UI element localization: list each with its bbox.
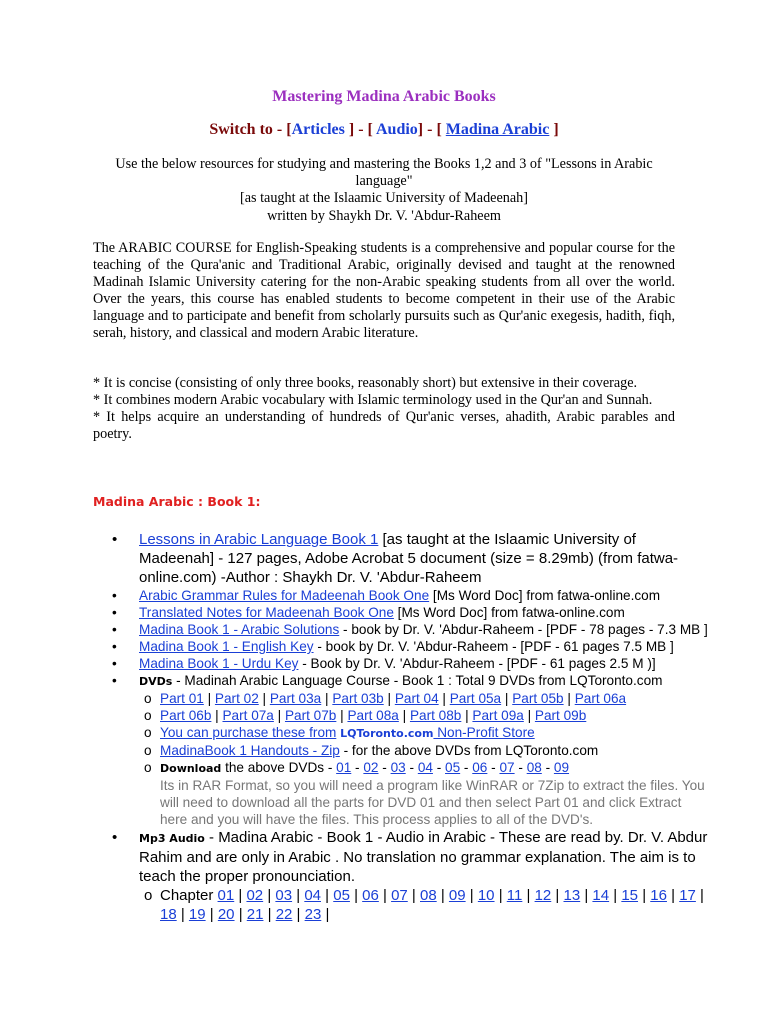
download-dvd-link[interactable]: 05 xyxy=(445,760,461,775)
section-heading: Madina Arabic : Book 1: xyxy=(93,494,261,509)
chapter-link[interactable]: 10 xyxy=(477,887,495,904)
dvd-part-link[interactable]: Part 07b xyxy=(284,708,337,723)
chapter-link[interactable]: 12 xyxy=(534,887,552,904)
intro-block xyxy=(100,156,668,225)
chapters-row: o Chapter 01 | 02 | 03 | 04 | 05 | 06 | 07 | 08 | 09 | 10 | 11 | 12 | 13 | 14 | 15 | 16 | 17 | 18 | 19 | 20 | 21 | 22 | 23 | xyxy=(144,887,704,923)
download-dvd-link[interactable]: 03 xyxy=(390,760,406,775)
bullet-icon: • xyxy=(112,622,117,637)
chapter-link[interactable]: 17 xyxy=(679,887,696,904)
resource-list xyxy=(112,530,712,924)
chapter-link[interactable]: 02 xyxy=(246,887,264,904)
bullet-icon: • xyxy=(112,639,117,654)
dvd-part-link[interactable]: Part 09b xyxy=(534,708,587,723)
download-dvd-link[interactable]: 04 xyxy=(417,760,433,775)
chapter-link[interactable]: 16 xyxy=(650,887,667,904)
download-label: Download xyxy=(160,762,222,775)
lqtoronto-label: LQToronto.com xyxy=(340,727,434,740)
chapter-link[interactable]: 01 xyxy=(217,887,235,904)
list-item-grammar xyxy=(112,587,712,604)
circle-bullet-icon: o xyxy=(144,743,152,758)
dvds-text: - Madinah Arabic Language Course - Book 1 : Total 9 DVDs from LQToronto.com xyxy=(172,673,663,688)
switch-nav xyxy=(0,121,768,139)
purchase-row xyxy=(112,724,712,742)
chapter-label: Chapter xyxy=(160,887,218,904)
arabic-solutions-link[interactable]: Madina Book 1 - Arabic Solutions xyxy=(139,622,340,637)
chapter-link[interactable]: 23 xyxy=(304,906,322,923)
course-description: The ARABIC COURSE for English-Speaking students is a comprehensive and popular course for the teaching of the Qura'anic and Traditional Arabic, originally devised and taught at the renowned Madinah Islamic University catering for the non-Arabic speaking students from all over the world. Over the years, this course has enabled students to become competent in their use of the Arabic language and to participate and benefit from scholarly pursuits such as Qur'anic exegesis, hadith, fiqh, serah, history, and classical and modern Arabic literature. xyxy=(93,240,675,341)
chapter-link[interactable]: 15 xyxy=(621,887,639,904)
download-dvd-link[interactable]: 06 xyxy=(472,760,488,775)
grammar-text: [Ms Word Doc] from fatwa-online.com xyxy=(429,588,661,603)
dvd-part-link[interactable]: Part 04 xyxy=(394,691,439,706)
handouts-text: - for the above DVDs from LQToronto.com xyxy=(339,743,599,758)
english-key-link[interactable]: Madina Book 1 - English Key xyxy=(139,639,314,654)
feature-item: * It combines modern Arabic vocabulary with Islamic terminology used in the Qur'an and Sunnah. xyxy=(93,392,653,408)
translated-notes-link[interactable]: Translated Notes for Madeenah Book One xyxy=(139,605,394,620)
dvd-part-link[interactable]: Part 03b xyxy=(332,691,384,706)
non-profit-store-link[interactable]: Non-Profit Store xyxy=(433,725,535,740)
download-dvd-link[interactable]: 01 xyxy=(336,760,352,775)
dvd-part-link[interactable]: Part 03a xyxy=(269,691,322,706)
list-item-mp3 xyxy=(112,828,712,886)
dvd-part-link[interactable]: Part 05b xyxy=(512,691,564,706)
list-item-notes xyxy=(112,604,712,621)
rar-note: Its in RAR Format, so you will need a program like WinRAR or 7Zip to extract the files. You will need to download all the parts for DVD 01 and then select Part 01 and click Extract here and you will have the files. This process applies to all of the DVD's. xyxy=(160,778,705,827)
dvd-part-link[interactable]: Part 01 xyxy=(160,691,204,706)
chapter-link[interactable]: 14 xyxy=(592,887,610,904)
chapter-link[interactable]: 22 xyxy=(275,906,293,923)
download-text: the above DVDs - xyxy=(221,760,337,775)
feature-list xyxy=(93,375,675,443)
dvd-part-link[interactable]: Part 09a xyxy=(472,708,524,723)
switch-prefix: Switch to - [ xyxy=(209,121,292,138)
chapter-link[interactable]: 08 xyxy=(420,887,437,904)
intro-line-3: written by Shaykh Dr. V. 'Abdur-Raheem xyxy=(267,207,501,224)
list-item-solutions xyxy=(112,621,712,638)
chapter-link[interactable]: 07 xyxy=(391,887,408,904)
switch-suffix: ] xyxy=(549,121,559,138)
download-row: o Download the above DVDs - 01 - 02 - 03 - 04 - 05 - 06 - 07 - 08 - 09 xyxy=(144,760,570,775)
circle-bullet-icon: o xyxy=(144,691,152,706)
list-item-dvds xyxy=(112,672,712,690)
grammar-rules-link[interactable]: Arabic Grammar Rules for Madeenah Book One xyxy=(139,588,430,603)
circle-bullet-icon: o xyxy=(144,760,152,775)
list-item-english-key xyxy=(112,638,712,655)
lessons-book-link[interactable]: Lessons in Arabic Language Book 1 xyxy=(139,531,379,548)
intro-line-1: Use the below resources for studying and mastering the Books 1,2 and 3 of "Lessons in Arabic language" xyxy=(115,156,653,190)
circle-bullet-icon: o xyxy=(144,708,152,723)
download-dvd-link[interactable]: 08 xyxy=(526,760,542,775)
download-dvd-link[interactable]: 02 xyxy=(363,760,379,775)
bullet-icon: • xyxy=(112,531,118,548)
chapter-link[interactable]: 18 xyxy=(160,906,177,923)
bullet-icon: • xyxy=(112,588,117,603)
chapter-link[interactable]: 05 xyxy=(333,887,350,904)
urdu-key-text: - Book by Dr. V. 'Abdur-Raheem - [PDF - 61 pages 2.5 M )] xyxy=(298,656,656,671)
dvd-part-link[interactable]: Part 08b xyxy=(409,708,462,723)
english-key-text: - book by Dr. V. 'Abdur-Raheem - [PDF - 61 pages 7.5 MB ] xyxy=(313,639,674,654)
handouts-zip-link[interactable]: MadinaBook 1 Handouts - Zip xyxy=(160,743,340,758)
chapter-link[interactable]: 21 xyxy=(246,906,264,923)
circle-bullet-icon: o xyxy=(144,887,153,904)
urdu-key-link[interactable]: Madina Book 1 - Urdu Key xyxy=(139,656,299,671)
chapter-link[interactable]: 20 xyxy=(217,906,235,923)
intro-line-2: [as taught at the Islaamic University of Madeenah] xyxy=(240,190,528,207)
articles-link[interactable]: Articles xyxy=(291,121,345,138)
bullet-icon: • xyxy=(112,656,117,671)
solutions-text: - book by Dr. V. 'Abdur-Raheem - [PDF - 78 pages - 7.3 MB ] xyxy=(339,622,708,637)
chapter-link[interactable]: 19 xyxy=(188,906,206,923)
page-title: Mastering Madina Arabic Books xyxy=(272,88,496,105)
switch-sep-1: ] - [ xyxy=(344,121,376,138)
bullet-icon: • xyxy=(112,673,117,688)
list-item-urdu-key xyxy=(112,655,712,672)
purchase-link[interactable]: You can purchase these from xyxy=(160,725,337,740)
dvd-parts-row-1: o Part 01 | Part 02 | Part 03a | Part 03b | Part 04 | Part 05a | Part 05b | Part 06a xyxy=(144,691,627,706)
dvds-label: DVDs xyxy=(139,675,173,688)
lessons-text: [as taught at the Islaamic University of Madeenah] - 127 pages, Adobe Acrobat 5 document (size = 8.29mb) (from fatwa-online.com) -Author : Shaykh Dr. V. 'Abdur-Raheem xyxy=(139,531,679,586)
dvd-parts-row-2: o Part 06b | Part 07a | Part 07b | Part 08a | Part 08b | Part 09a | Part 09b xyxy=(144,708,587,723)
madina-arabic-link[interactable]: Madina Arabic xyxy=(445,121,550,138)
bullet-icon: • xyxy=(112,829,118,846)
circle-bullet-icon: o xyxy=(144,725,152,740)
feature-item: * It helps acquire an understanding of hundreds of Qur'anic verses, ahadith, Arabic parables and poetry. xyxy=(93,409,675,442)
chapter-link[interactable]: 06 xyxy=(362,887,379,904)
dvd-part-link[interactable]: Part 02 xyxy=(214,691,259,706)
bullet-icon: • xyxy=(112,605,117,620)
dvd-part-link[interactable]: Part 07a xyxy=(222,708,274,723)
handouts-row xyxy=(112,742,712,759)
switch-sep-2: ] - [ xyxy=(417,121,446,138)
chapter-link[interactable]: 03 xyxy=(275,887,293,904)
download-dvd-link[interactable]: 07 xyxy=(499,760,515,775)
dvd-part-link[interactable]: Part 08a xyxy=(347,708,399,723)
chapter-link[interactable]: 09 xyxy=(448,887,466,904)
chapter-link[interactable]: 11 xyxy=(506,887,523,904)
dvd-part-link[interactable]: Part 05a xyxy=(449,691,502,706)
chapter-link[interactable]: 04 xyxy=(304,887,321,904)
chapter-link[interactable]: 13 xyxy=(563,887,581,904)
dvd-part-link[interactable]: Part 06b xyxy=(160,708,212,723)
mp3-label: Mp3 Audio xyxy=(139,832,205,845)
dvd-part-link[interactable]: Part 06a xyxy=(574,691,627,706)
feature-item: * It is concise (consisting of only three books, reasonably short) but extensive in their coverage. xyxy=(93,375,638,391)
mp3-text: - Madina Arabic - Book 1 - Audio in Arabic - These are read by. Dr. V. Abdur Rahim and are only in Arabic . No translation no grammar explanation. The aim is to teach the proper pronounciation. xyxy=(139,829,708,885)
download-dvd-link[interactable]: 09 xyxy=(553,760,570,775)
notes-text: [Ms Word Doc] from fatwa-online.com xyxy=(393,605,625,620)
audio-link[interactable]: Audio xyxy=(375,121,418,138)
list-item-lessons xyxy=(112,530,712,587)
